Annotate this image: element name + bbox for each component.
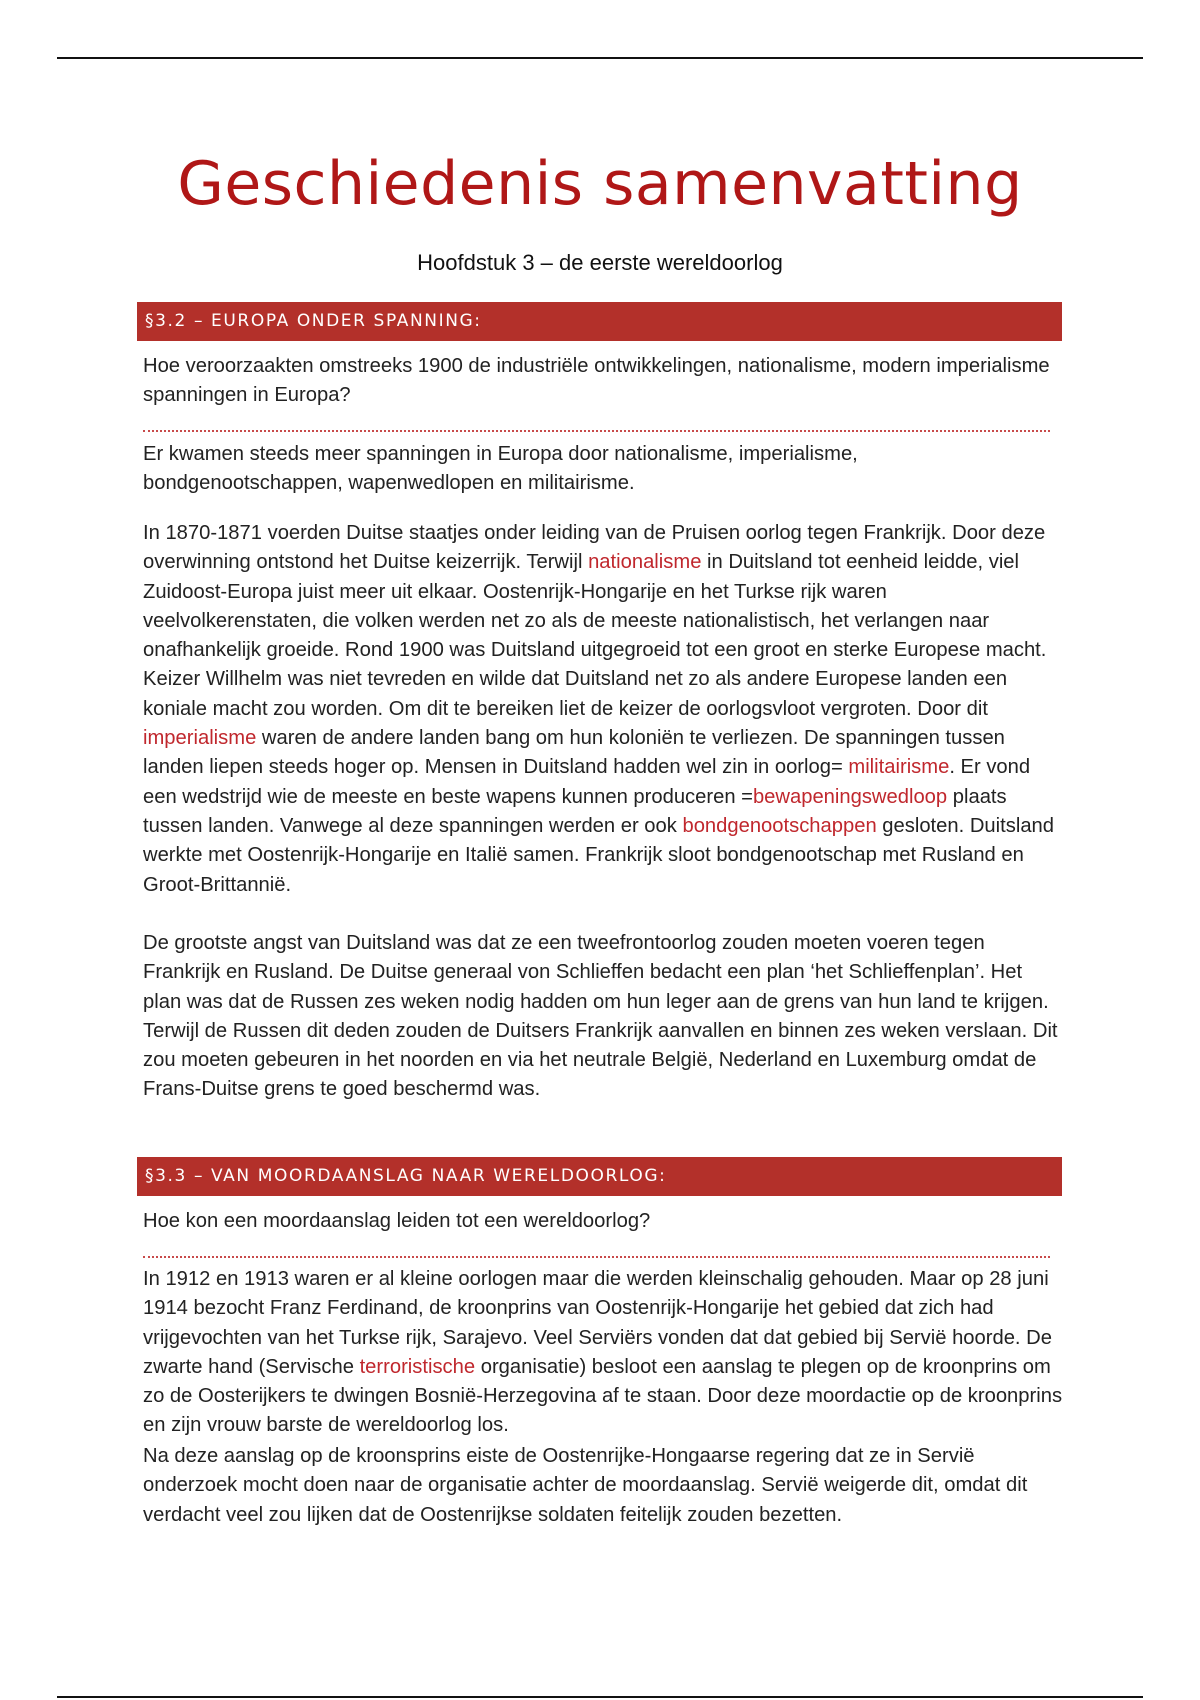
keyword-militairisme: militairisme xyxy=(848,756,950,779)
body-paragraph: Na deze aanslag op de kroonsprins eiste de Oostenrijke-Hongaarse regering dat ze in Servië onderzoek mocht doen naar de organisatie achter de moordaanslag. Servië weigerde dit, omdat dit verdacht veel zou lijken dat de Oostenrijkse soldaten feitelijk zouden bezetten. xyxy=(143,1445,1028,1526)
keyword-bewapeningswedloop: bewapeningswedloop xyxy=(752,785,948,808)
page-title: Geschiedenis samenvatting xyxy=(177,149,1023,219)
section-question: Hoe veroorzaakten omstreeks 1900 de industriële ontwikkelingen, nationalisme, modern imperialisme spanningen in Europa? xyxy=(143,355,1050,407)
section-question: Hoe kon een moordaanslag leiden tot een wereldoorlog? xyxy=(143,1210,651,1232)
bottom-rule xyxy=(57,1696,1143,1698)
body-paragraph: De grootste angst van Duitsland was dat ze een tweefrontoorlog zouden moeten voeren tegen Frankrijk en Rusland. De Duitse generaal von Schlieffen bedacht een plan ‘het Schlieffenplan’. Het plan was dat de Russen zes weken nodig hadden om hun leger aan de grens van hun land te krijgen. Terwijl de Russen dit deden zouden de Duitsers Frankrijk aanvallen en binnen zes weken verslaan. Dit zou moeten gebeuren in het noorden en via het neutrale België, Nederland en Luxemburg omdat de Frans-Duitse grens te goed beschermd was. xyxy=(143,932,1058,1101)
keyword-nationalisme: nationalisme xyxy=(588,551,702,574)
dotted-divider xyxy=(143,1256,1050,1258)
keyword-imperialisme: imperialisme xyxy=(143,727,257,750)
keyword-terroristische: terroristische xyxy=(359,1355,476,1378)
body-paragraph: In 1870-1871 voerden Duitse staatjes onder leiding van de Pruisen oorlog tegen Frankrijk. Door deze overwinning ontstond het Duitse keizerrijk. Terwijl nationalisme in Duitsland tot eenheid leidde, viel Zuidoost-Europa juist meer uit elkaar. Oostenrijk-Hongarije en het Turkse rijk waren veelvolkerenstaten, die volken werden net zo als de meeste nationalistisch, het verlangen naar onafhankelijk groeide. Rond 1900 was Duitsland uitgegroeid tot een groot en sterke Europese macht. Keizer Willhelm was niet tevreden en wilde dat Duitsland net zo als andere Europese landen een koniale macht zou worden. Om dit te bereiken liet de keizer de oorlogsvloot vergroten. Door dit imperialisme waren de andere landen bang om hun koloniën te verliezen. De spanningen tussen landen liepen steeds hoger op. Mensen in Duitsland hadden wel zin in oorlog= militairisme. Er vond een wedstrijd wie de meeste en beste wapens kunnen produceren =bewapeningswedloop plaats tussen landen. Vanwege al deze spanningen werden er ook bondgenootschappen gesloten. Duitsland werkte met Oostenrijk-Hongarije en Italië samen. Frankrijk sloot bondgenootschap met Rusland en Groot-Brittannië. xyxy=(143,522,1054,896)
section-intro: Er kwamen steeds meer spanningen in Europa door nationalisme, imperialisme, bondgenootschappen, wapenwedlopen en militairisme. xyxy=(143,443,858,495)
keyword-bondgenootschappen: bondgenootschappen xyxy=(682,814,877,837)
page-subtitle: Hoofdstuk 3 – de eerste wereldoorlog xyxy=(417,250,783,275)
dotted-divider xyxy=(143,430,1050,432)
top-rule xyxy=(57,57,1143,59)
body-paragraph: In 1912 en 1913 waren er al kleine oorlogen maar die werden kleinschalig gehouden. Maar op 28 juni 1914 bezocht Franz Ferdinand, de kroonprins van Oostenrijk-Hongarije het gebied dat zich had vrijgevochten van het Turkse rijk, Sarajevo. Veel Serviërs vonden dat dat gebied bij Servië hoorde. De zwarte hand (Servische terroristische organisatie) besloot een aanslag te plegen op de kroonprins om zo de Oosterijkers te dwingen Bosnië-Herzegovina af te staan. Door deze moordactie op de kroonprins en zijn vrouw barste de wereldoorlog los. xyxy=(143,1268,1063,1437)
section-heading-3-3: §3.3 – VAN MOORDAANSLAG NAAR WERELDOORLOG: xyxy=(137,1157,1062,1196)
section-heading-3-2: §3.2 – EUROPA ONDER SPANNING: xyxy=(137,302,1062,341)
